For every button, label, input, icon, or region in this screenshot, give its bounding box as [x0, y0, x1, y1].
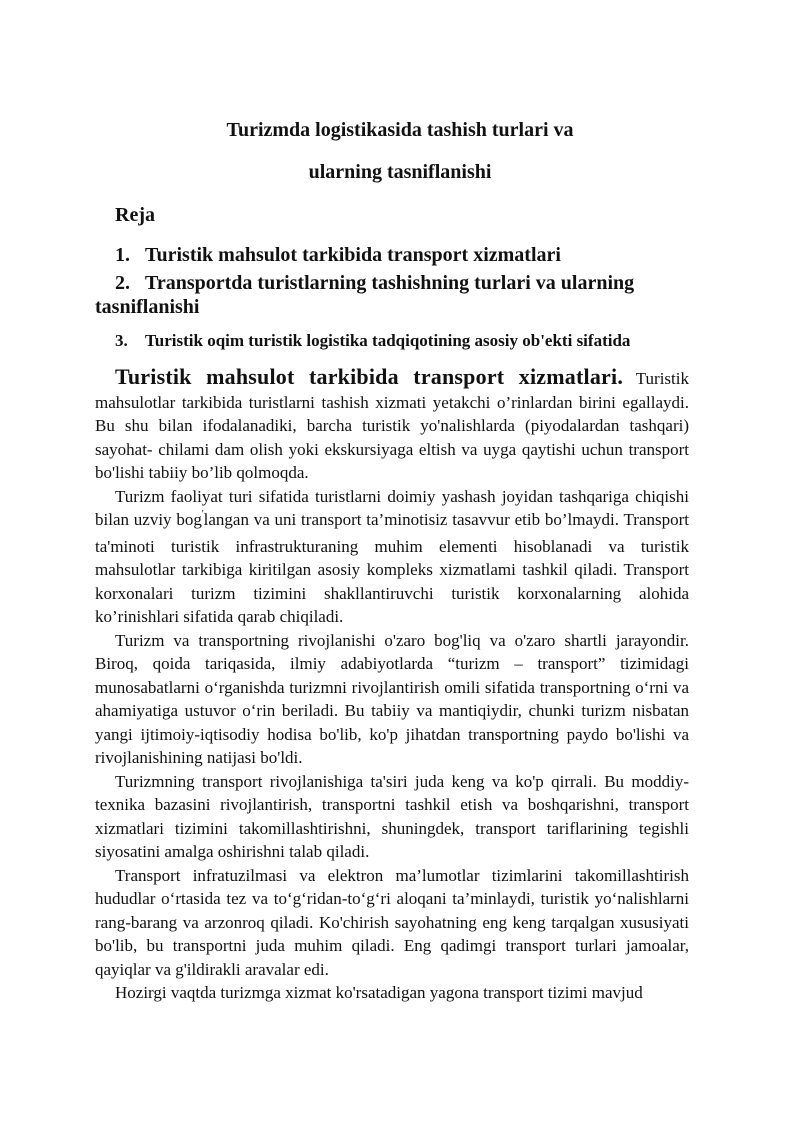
plan-item-number: 1.	[115, 244, 130, 266]
plan-heading: Reja	[115, 204, 155, 226]
plan-item-2	[95, 271, 695, 319]
paragraph-2-text-b: langan va uni transport ta’minotisiz tasavvur etib bo’lmaydi. Transport ta'minoti turistik infrastrukturaning muhim elementi hisoblanadi va turistik mahsulotlar tarkibiga kiritilgan asosiy kompleks xizmatlami tashkil qiladi. Transport korxonalari turizm tizimini shakllantiruvchi turistik korxonalarning alohida ko’rinishlari sifatida qarab chiqiladi.	[95, 510, 689, 626]
document-title-line-2: ularning tasniflanishi	[308, 161, 492, 183]
plan-item-text: Transportda turistlarning tashishning turlari va ularning tasniflanishi	[95, 272, 635, 318]
plan-item-text: Turistik mahsulot tarkibida transport xizmatlari	[145, 244, 561, 266]
paragraph-2	[95, 485, 689, 629]
paragraph-1	[95, 365, 689, 485]
plan-list-3	[95, 329, 715, 353]
paragraph-2-text-a: Turizm faoliyat turi sifatida turistlarni doimiy yashash joyidan tashqariga chiqishi bilan uzviy bog	[95, 486, 689, 529]
plan-item-text: Turistik oqim turistik logistika tadqiqotining asosiy ob'ekti sifatida	[145, 331, 631, 350]
paragraph-6: Hozirgi vaqtda turizmga xizmat ko'rsatadigan yagona transport tizimi mavjud	[115, 983, 643, 1002]
paragraph-4: Turizmning transport rivojlanishiga ta'siri juda keng va ko'p qirrali. Bu moddiy-texnika bazasini rivojlantirish, transportni tashkil etish va boshqarishni, transport xizmatlari tizimini takomillashtirishni, shuningdek, transport tariflarining tegishli siyosatini amalga oshirishni talab qiladi.	[95, 771, 689, 861]
paragraph-3: Turizm va transportning rivojlanishi o'zaro bog'liq va o'zaro shartli jarayondir. Biroq, qoida tariqasida, ilmiy adabiyotlarda “turizm – transport” tizimidagi munosabatlarni o‘rganishda turizmni rivojlantirish omili sifatida transportning o‘rni va ahamiyatiga ustuvor o‘rin beriladi. Bu tabiiy va mantiqiydir, chunki turizm nisbatan yangi ijtimoiy-iqtisodiy hodisa bo'lib, ko'p jihatdan transportning paydo bo'lishi va rivojlanishining natijasi bo'ldi.	[95, 630, 689, 767]
plan-list	[95, 243, 695, 267]
stray-apostrophe: '	[201, 509, 204, 520]
plan-item-number: 3.	[115, 331, 128, 350]
plan-item-1	[95, 243, 695, 267]
plan-item-number: 2.	[115, 272, 130, 294]
plan-item-3	[95, 329, 715, 353]
plan-list-2	[95, 271, 695, 319]
document-title-line-1: Turizmda logistikasida tashish turlari va	[226, 119, 574, 141]
document-body	[95, 365, 689, 1005]
section-heading: Turistik mahsulot tarkibida transport xizmatlari.	[115, 364, 624, 389]
paragraph-1-text: Turistik mahsulotlar tarkibida turistlarni tashish xizmati yetakchi o’rinlardan birini egallaydi. Bu shu bilan ifodalanadiki, barcha turistik yo'nalishlarda (piyodalardan tashqari) sayohat- chilami dam olish yoki ekskursiyaga eltish va uyga qaytishi uchun transport bo'lishi tabiiy bo’lib qolmoqda.	[95, 369, 689, 482]
paragraph-5: Transport infratuzilmasi va elektron ma’lumotlar tizimlarini takomillashtirish hududlar o‘rtasida tez va to‘g‘ridan-to‘g‘ri aloqani ta’minlaydi, turistik yo‘nalishlarni rang-barang va arzonroq qiladi. Ko'chirish sayohatning eng keng tarqalgan xususiyati bo'lib, bu transportni juda muhim qiladi. Eng qadimgi transport turlari jamoalar, qayiqlar va g'ildirakli aravalar edi.	[95, 865, 689, 979]
